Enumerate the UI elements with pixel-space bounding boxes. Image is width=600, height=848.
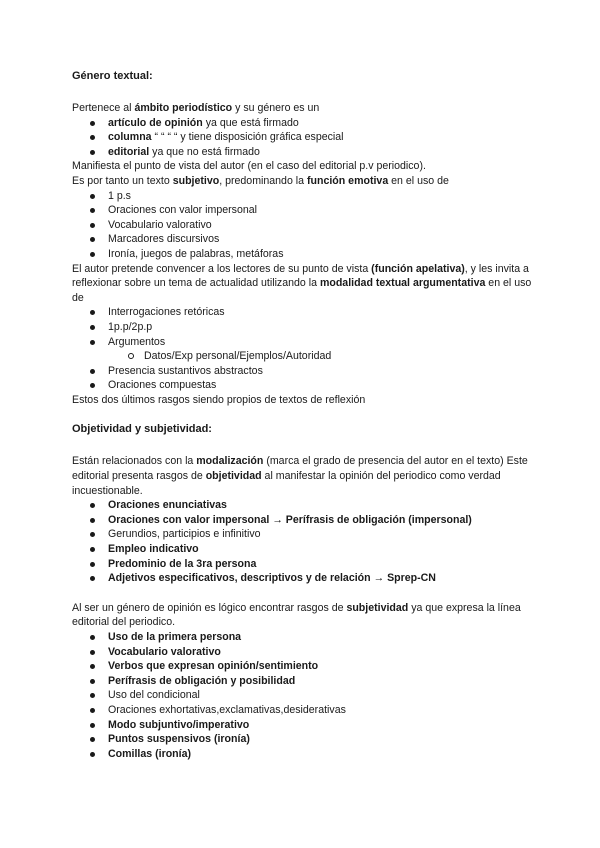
- text-run: (marca el grado de presencia del autor en el texto) Este editorial presenta rasgos de: [72, 455, 528, 483]
- bold-text-run: Oraciones enunciativas: [108, 499, 227, 512]
- list-item: [72, 557, 532, 572]
- bullet-list: [72, 189, 532, 262]
- bold-text-run: Uso de la primera persona: [108, 631, 242, 643]
- text-run: Oraciones compuestas: [108, 379, 217, 392]
- paragraph: [72, 454, 532, 498]
- list-item: [72, 645, 532, 660]
- document-content: [72, 69, 532, 761]
- bullet-icon: [90, 121, 95, 126]
- bold-text-run: Vocabulario valorativo: [108, 645, 221, 658]
- list-item: [72, 747, 532, 762]
- bullet-icon: [90, 223, 95, 228]
- bullet-icon: [90, 547, 95, 552]
- bold-text-run: Predominio de la 3ra persona: [108, 557, 257, 570]
- text-run: Estos dos últimos rasgos siendo propios de textos de reflexión: [72, 393, 366, 406]
- list-item: [72, 688, 532, 703]
- bullet-icon: [90, 650, 95, 655]
- list-item: [72, 218, 532, 233]
- paragraph: [72, 159, 532, 174]
- list-item: [72, 305, 532, 320]
- text-run: Están relacionados con la: [72, 455, 197, 468]
- hollow-bullet-icon: [128, 353, 134, 359]
- list-item: [72, 527, 532, 542]
- bold-text-run: modalidad textual argumentativa: [319, 277, 486, 290]
- bold-text-run: Comillas (ironía): [108, 747, 191, 760]
- bold-text-run: artículo de opinión: [108, 116, 203, 129]
- bullet-icon: [90, 135, 95, 140]
- text-run: Al ser un género de opinión es lógico encontrar rasgos de: [72, 601, 347, 614]
- list-item: [72, 659, 532, 674]
- text-run: Oraciones exhortativas,exclamativas,desiderativas: [108, 703, 346, 716]
- list-item: [72, 130, 532, 145]
- text-run: en el uso de: [72, 277, 532, 304]
- bullet-icon: [90, 383, 95, 388]
- text-run: 1p.p/2p.p: [108, 320, 153, 333]
- bullet-icon: [90, 237, 95, 242]
- bullet-icon: [90, 310, 95, 315]
- bullet-icon: [90, 737, 95, 742]
- text-run: Pertenece al: [72, 102, 135, 114]
- paragraph: [72, 101, 532, 116]
- bullet-icon: [90, 194, 95, 199]
- bold-text-run: ámbito periodístico: [134, 102, 233, 114]
- text-run: Presencia sustantivos abstractos: [108, 364, 263, 377]
- text-run: Interrogaciones retóricas: [108, 306, 225, 319]
- text-run: Manifiesta el punto de vista del autor (en el caso del editorial p.v periodico).: [72, 160, 426, 173]
- bullet-icon: [90, 503, 95, 508]
- list-item: [72, 498, 532, 513]
- list-item: [72, 513, 532, 528]
- paragraph: [72, 393, 532, 408]
- text-run: Vocabulario valorativo: [108, 218, 212, 231]
- list-item: [72, 247, 532, 262]
- text-run: Marcadores discursivos: [108, 233, 220, 246]
- bullet-icon: [90, 723, 95, 728]
- list-item: [72, 203, 532, 218]
- text-run: ya que no está firmado: [149, 145, 260, 158]
- paragraph: [72, 262, 532, 306]
- bullet-icon: [90, 325, 95, 330]
- section-title-objetividad: Objetividad y subjetividad:: [72, 423, 212, 436]
- list-item: [72, 674, 532, 689]
- bold-text-run: objetividad: [205, 470, 262, 483]
- section-title-genero-textual: Género textual:: [72, 70, 153, 82]
- text-run: “ “ “ “ y tiene disposición gráfica especial: [151, 131, 344, 144]
- bullet-icon: [90, 635, 95, 640]
- bold-text-run: Perífrasis de obligación y posibilidad: [108, 674, 296, 687]
- bullet-icon: [90, 752, 95, 757]
- text-run: Oraciones con valor impersonal: [108, 204, 257, 217]
- text-run: Uso del condicional: [108, 689, 200, 702]
- text-run: en el uso de: [388, 174, 449, 187]
- list-item: [72, 232, 532, 247]
- bullet-icon: [90, 708, 95, 713]
- list-item: [72, 349, 532, 364]
- list-item: [72, 703, 532, 718]
- list-item: [72, 145, 532, 160]
- bullet-icon: [90, 208, 95, 213]
- text-run: , predominando la: [219, 174, 307, 187]
- list-item: [72, 571, 532, 586]
- list-item: [72, 189, 532, 204]
- bullet-icon: [90, 518, 95, 523]
- text-run: ya que expresa la línea editorial del periodico.: [72, 601, 521, 629]
- list-item: [72, 364, 532, 379]
- bullet-icon: [90, 679, 95, 684]
- bold-text-run: Verbos que expresan opinión/sentimiento: [108, 660, 319, 673]
- text-run: 1 p.s: [108, 189, 131, 202]
- bold-text-run: modalización: [196, 455, 264, 468]
- bold-text-run: editorial: [108, 145, 150, 158]
- list-item: [72, 718, 532, 733]
- bold-text-run: Empleo indicativo: [108, 543, 199, 556]
- text-run: El autor pretende convencer a los lectores de su punto de vista: [72, 262, 372, 275]
- paragraph: [72, 601, 532, 630]
- paragraph: [72, 174, 532, 189]
- text-run: Datos/Exp personal/Ejemplos/Autoridad: [144, 350, 332, 363]
- bullet-icon: [90, 150, 95, 155]
- list-item: [72, 378, 532, 393]
- list-item: [72, 630, 532, 645]
- text-run: y su género es un: [232, 102, 320, 114]
- bullet-list: [72, 116, 532, 160]
- list-item: [72, 320, 532, 335]
- bold-text-run: Puntos suspensivos (ironía): [108, 733, 250, 746]
- list-item: [72, 542, 532, 557]
- bold-text-run: (función apelativa): [371, 262, 465, 275]
- bullet-list: [72, 498, 532, 586]
- bullet-icon: [90, 252, 95, 257]
- bold-text-run: Modo subjuntivo/imperativo: [108, 718, 250, 731]
- list-item: [72, 732, 532, 747]
- text-run: al manifestar la opinión del periodico como verdad incuestionable.: [72, 470, 501, 497]
- bullet-icon: [90, 576, 95, 581]
- bullet-icon: [90, 664, 95, 669]
- text-run: Argumentos: [108, 335, 166, 348]
- bold-text-run: Oraciones con valor impersonal → Perífrasis de obligación (impersonal): [108, 513, 472, 526]
- bullet-icon: [90, 532, 95, 537]
- text-run: Ironía, juegos de palabras, metáforas: [108, 247, 284, 260]
- list-item: [72, 116, 532, 131]
- bullet-list: [72, 305, 532, 393]
- text-run: Es por tanto un texto: [72, 174, 173, 187]
- bullet-list: [72, 630, 532, 761]
- bold-text-run: función emotiva: [306, 174, 389, 187]
- bold-text-run: subjetivo: [172, 174, 220, 187]
- text-run: ya que está firmado: [202, 116, 299, 129]
- bullet-icon: [90, 369, 95, 374]
- text-run: Gerundios, participios e infinitivo: [108, 528, 261, 541]
- text-run: , y les invita a reflexionar sobre un tema de actualidad utilizando la: [72, 262, 529, 290]
- bold-text-run: columna: [108, 131, 152, 144]
- bold-text-run: subjetividad: [346, 601, 409, 614]
- bullet-icon: [90, 340, 95, 345]
- list-item: [72, 335, 532, 350]
- bullet-icon: [90, 562, 95, 567]
- bold-text-run: Adjetivos especificativos, descriptivos y de relación → Sprep-CN: [108, 572, 436, 585]
- bullet-icon: [90, 693, 95, 698]
